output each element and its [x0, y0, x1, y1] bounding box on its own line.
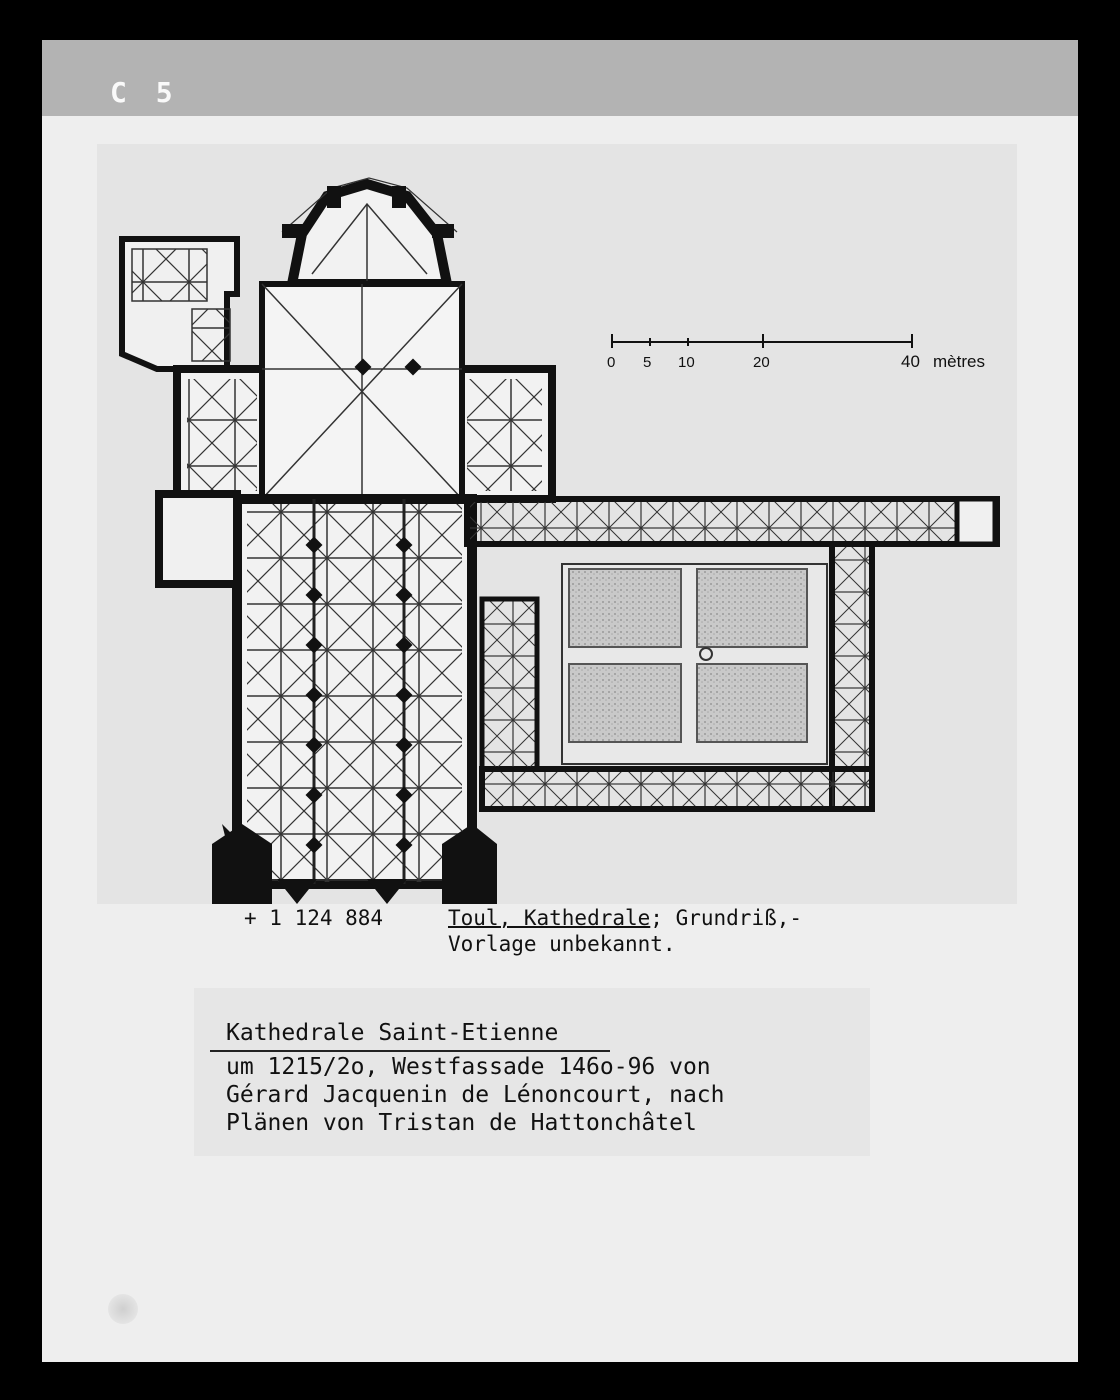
label-line-2: Gérard Jacquenin de Lénoncourt, nach — [226, 1082, 725, 1108]
label-slip — [194, 988, 870, 1156]
apse — [282, 178, 457, 284]
scale-tick-20: 20 — [753, 354, 770, 371]
cathedral-plan-drawing — [97, 144, 1017, 904]
inventory-number: + 1 124 884 — [244, 906, 384, 930]
header-bar — [42, 40, 1078, 116]
floor-plan — [97, 144, 1017, 904]
caption-title-underlined: Toul, Kathedrale — [448, 906, 651, 930]
label-line-1: um 1215/2o, Westfassade 146o-96 von — [226, 1054, 711, 1080]
north-annex — [122, 239, 237, 369]
caption-title-rest: ; Grundriß,- — [650, 906, 803, 930]
scale-bar — [607, 334, 985, 371]
scale-tick-40: 40 — [901, 352, 920, 371]
nave — [159, 494, 497, 904]
punch-hole — [108, 1294, 138, 1324]
photo-card — [42, 40, 1078, 1362]
card-code: C 5 — [110, 76, 179, 109]
scale-tick-0: 0 — [607, 354, 616, 371]
scale-tick-5: 5 — [643, 354, 652, 371]
caption — [244, 906, 904, 986]
caption-title — [448, 906, 802, 930]
label-title-rule — [210, 1050, 610, 1052]
scale-unit: mètres — [933, 352, 985, 371]
cloister — [467, 499, 997, 809]
caption-source: Vorlage unbekannt. — [448, 932, 676, 956]
scale-tick-10: 10 — [678, 354, 695, 371]
label-title: Kathedrale Saint-Etienne — [226, 1020, 559, 1046]
label-line-3: Plänen von Tristan de Hattonchâtel — [226, 1110, 697, 1136]
